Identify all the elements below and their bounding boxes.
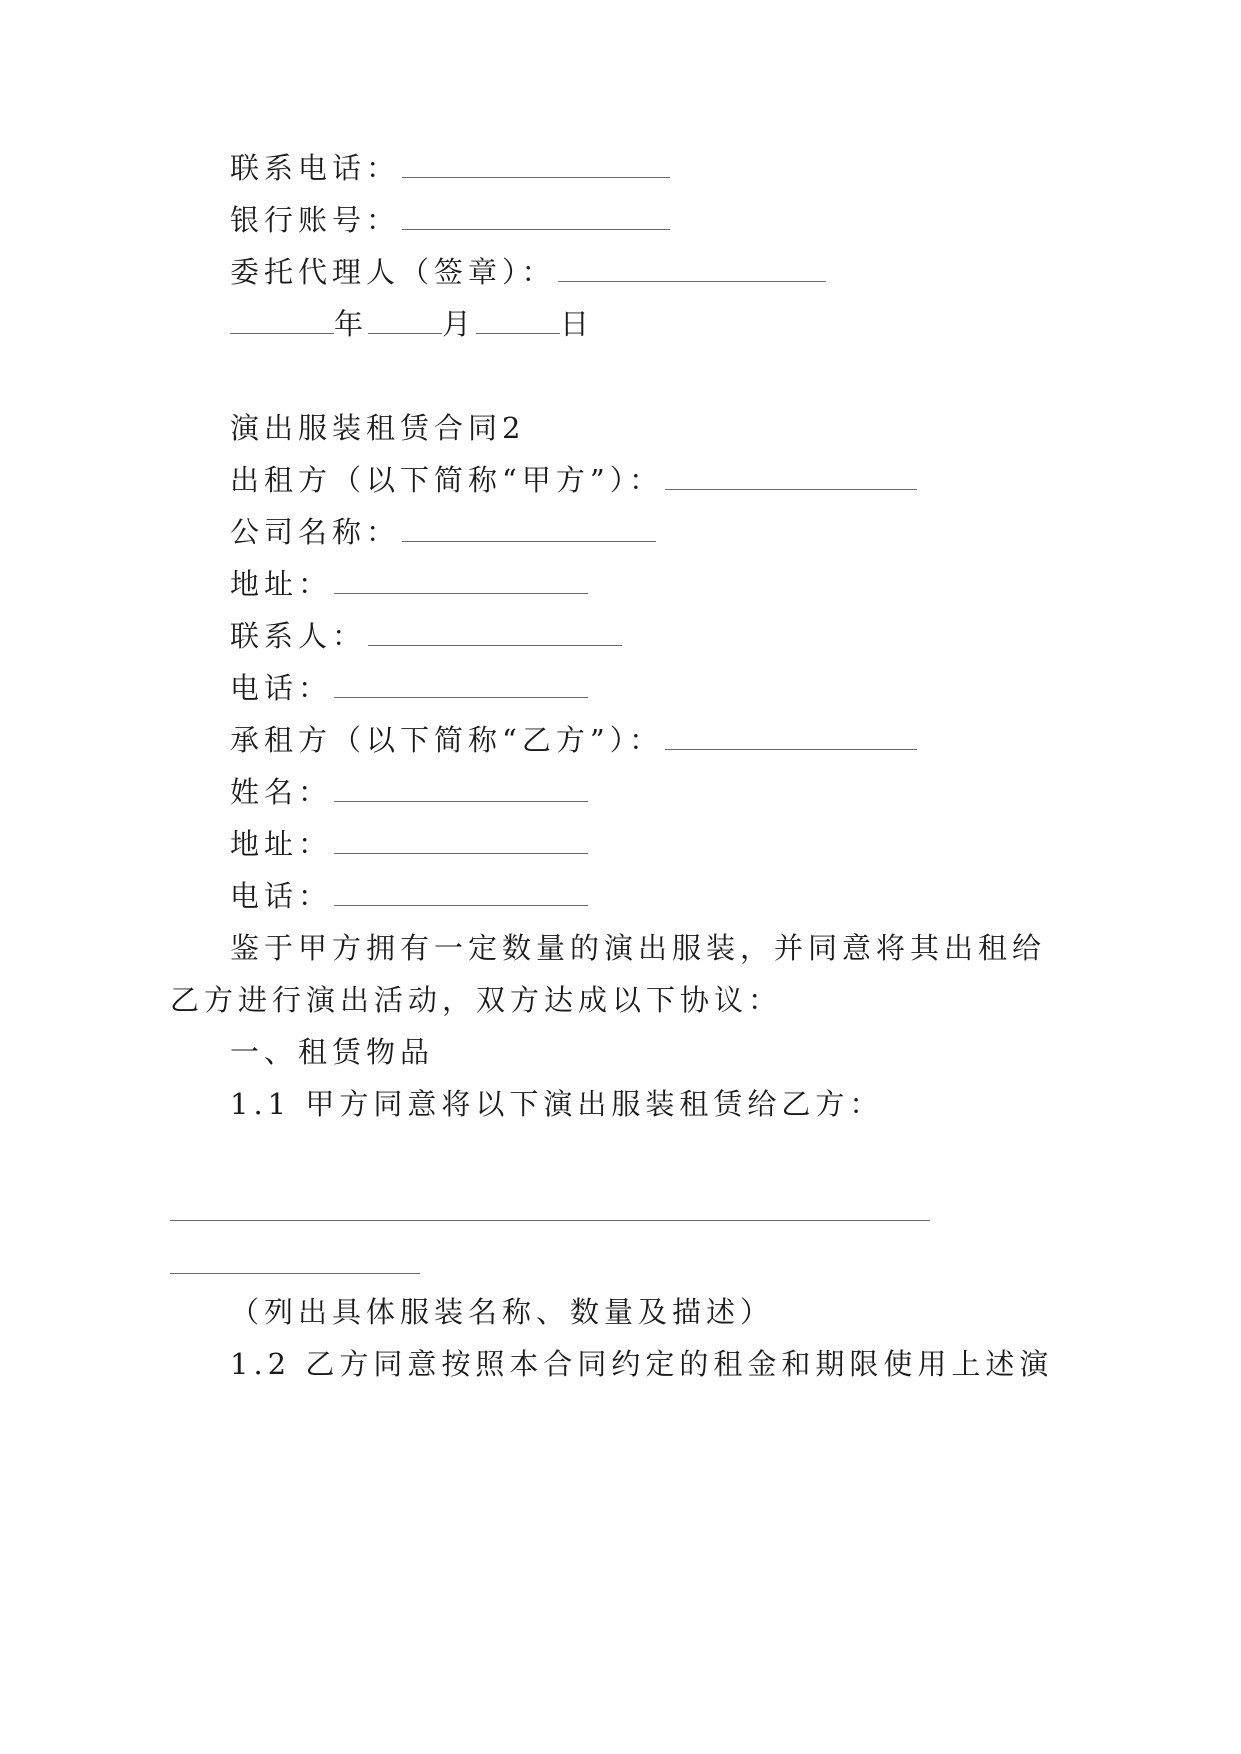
lessee-blank (665, 741, 917, 750)
lessee-label: 承租方（以下简称“乙方”）： (230, 723, 664, 757)
item-list-note: （列出具体服装名称、数量及描述） (230, 1295, 775, 1329)
bank-account-label: 银行账号： (230, 203, 401, 237)
date-line (230, 304, 594, 344)
lessee-phone-label: 电话： (230, 879, 333, 913)
lessor-phone-line (230, 668, 588, 708)
lessor-contact-blank (368, 637, 622, 646)
bank-account-blank (402, 221, 670, 230)
lessor-label: 出租方（以下简称“甲方”）： (230, 463, 664, 497)
item-list-blank-line-1 (170, 1220, 930, 1221)
item-list-blank-line-2 (170, 1273, 420, 1274)
lessee-phone-blank (334, 897, 588, 906)
agent-blank (558, 273, 826, 282)
company-name-label: 公司名称： (230, 515, 401, 549)
month-blank (368, 325, 442, 334)
day-label: 日 (560, 307, 595, 341)
lessee-address-blank (334, 845, 588, 854)
lessor-contact-line (230, 616, 622, 656)
lessor-phone-label: 电话： (230, 671, 333, 705)
section-1-heading: 一、租赁物品 (230, 1035, 435, 1069)
contact-phone-line (230, 148, 670, 188)
contract-title: 演出服装租赁合同2 (230, 411, 526, 445)
lessee-phone-line (230, 876, 588, 916)
month-label: 月 (442, 307, 477, 341)
lessee-name-label: 姓名： (230, 775, 333, 809)
lessee-name-blank (334, 793, 588, 802)
agent-line (230, 252, 826, 292)
lessor-line (230, 460, 917, 500)
contact-phone-label: 联系电话： (230, 151, 401, 185)
year-label: 年 (334, 307, 369, 341)
contact-phone-blank (402, 169, 670, 178)
lessor-phone-blank (334, 689, 588, 698)
lessee-name-line (230, 772, 588, 812)
intro-paragraph-line2: 乙方进行演出活动，双方达成以下协议： (170, 983, 783, 1017)
clause-1-2: 1.2 乙方同意按照本合同约定的租金和期限使用上述演 (230, 1347, 1054, 1381)
intro-paragraph-line1: 鉴于甲方拥有一定数量的演出服装，并同意将其出租给 (230, 931, 1047, 965)
bank-account-line (230, 200, 670, 240)
lessor-address-line (230, 564, 588, 604)
lessee-line (230, 720, 917, 760)
day-blank (476, 325, 560, 334)
lessor-blank (665, 481, 917, 490)
company-name-line (230, 512, 656, 552)
lessee-address-label: 地址： (230, 827, 333, 861)
lessor-address-blank (334, 585, 588, 594)
lessee-address-line (230, 824, 588, 864)
lessor-contact-label: 联系人： (230, 619, 367, 653)
lessor-address-label: 地址： (230, 567, 333, 601)
year-blank (230, 325, 334, 334)
clause-1-1: 1.1 甲方同意将以下演出服装租赁给乙方： (230, 1087, 884, 1121)
company-name-blank (402, 533, 656, 542)
agent-label: 委托代理人（签章）： (230, 255, 556, 289)
